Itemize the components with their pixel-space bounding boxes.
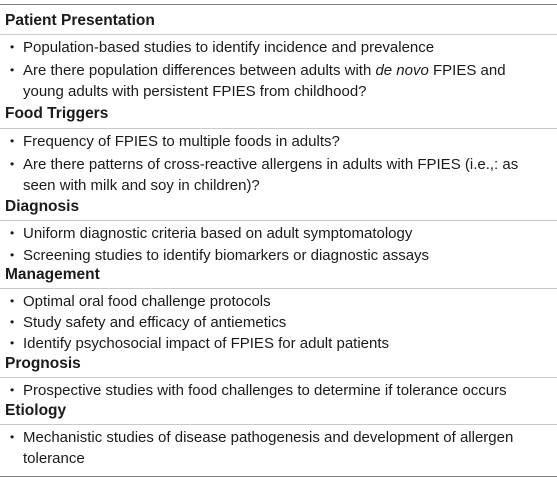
list-item-text: tolerance [23, 450, 85, 467]
section-divider [0, 377, 557, 378]
list-item-text [23, 60, 550, 81]
list-item [10, 333, 550, 354]
table-bottom-rule [0, 476, 557, 477]
bullet-icon: • [10, 383, 15, 397]
section-heading-food-triggers: Food Triggers [5, 105, 109, 122]
list-item [10, 380, 550, 401]
list-item [10, 245, 550, 266]
list-item-text: Are there patterns of cross-reactive allergens in adults with FPIES (i.e.,: as [23, 156, 519, 173]
bullet-icon: • [10, 336, 15, 350]
list-item [10, 131, 550, 152]
list-item-text: Frequency of FPIES to multiple foods in adults? [23, 133, 340, 150]
list-item-text: Optimal oral food challenge protocols [23, 293, 271, 310]
section-heading-patient-presentation: Patient Presentation [5, 12, 155, 29]
list-item-text: Study safety and efficacy of antiemetics [23, 314, 287, 331]
list-item-text: Population-based studies to identify incidence and prevalence [23, 39, 435, 56]
section-heading-management: Management [5, 266, 100, 283]
list-item [10, 60, 550, 102]
list-item-text-part: Are there population differences between adults with [23, 62, 376, 79]
section-heading-prognosis: Prognosis [5, 355, 81, 372]
list-item-text-part: FPIES and [428, 62, 506, 79]
list-item-text: seen with milk and soy in children)? [23, 177, 260, 194]
section-divider [0, 424, 557, 425]
list-item-text: Mechanistic studies of disease pathogenesis and development of allergen [23, 429, 514, 446]
bullet-icon: • [10, 248, 15, 262]
list-item-text: Screening studies to identify biomarkers or diagnostic assays [23, 247, 430, 264]
list-item-text: Prospective studies with food challenges to determine if tolerance occurs [23, 382, 507, 399]
list-item [10, 154, 550, 196]
section-divider [0, 288, 557, 289]
list-item-text-italic: de novo [375, 62, 429, 79]
section-heading-diagnosis: Diagnosis [5, 198, 80, 215]
list-item-text: Uniform diagnostic criteria based on adult symptomatology [23, 225, 413, 242]
list-item [10, 223, 550, 244]
list-item [10, 291, 550, 312]
section-divider [0, 34, 557, 35]
bullet-icon: • [10, 430, 15, 444]
table-top-rule [0, 4, 557, 5]
bullet-icon: • [10, 134, 15, 148]
section-divider [0, 128, 557, 129]
section-heading-etiology: Etiology [5, 402, 67, 419]
list-item-text: young adults with persistent FPIES from childhood? [23, 83, 367, 100]
list-item-text: Identify psychosocial impact of FPIES for adult patients [23, 335, 390, 352]
list-item [10, 427, 550, 469]
bullet-icon: • [10, 315, 15, 329]
list-item [10, 37, 550, 58]
bullet-icon: • [10, 40, 15, 54]
bullet-icon: • [10, 157, 15, 171]
section-divider [0, 220, 557, 221]
bullet-icon: • [10, 63, 15, 77]
list-item [10, 312, 550, 333]
bullet-icon: • [10, 294, 15, 308]
bullet-icon: • [10, 226, 15, 240]
